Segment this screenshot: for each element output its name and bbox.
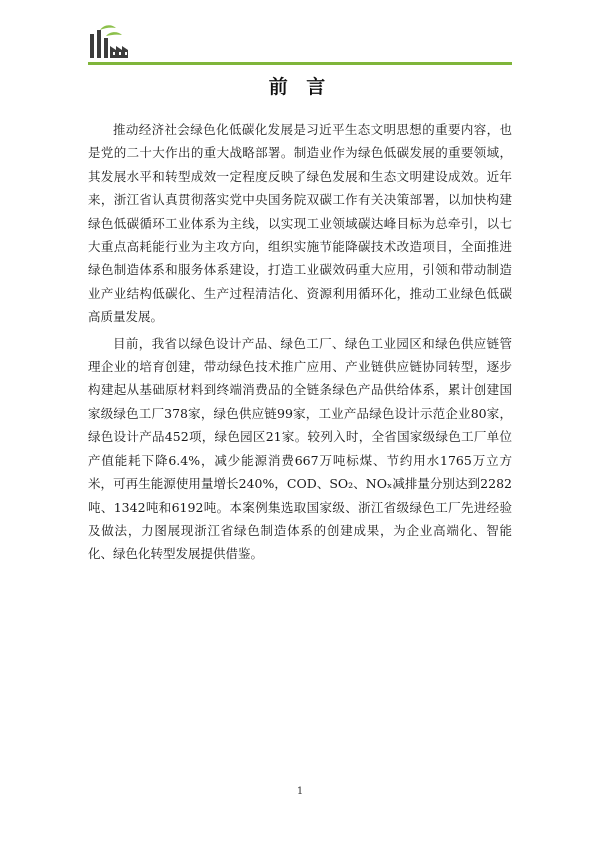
- body-text: [88, 118, 512, 569]
- page-header: [88, 24, 512, 66]
- paragraph-1: 推动经济社会绿色化低碳化发展是习近平生态文明思想的重要内容，也是党的二十大作出的重大战略部署。制造业作为绿色低碳发展的重要领域，其发展水平和转型成效一定程度反映了绿色发展和生态文明建设成效。近年来，浙江省认真贯彻落实党中央国务院双碳工作有关决策部署，以加快构建绿色低碳循环工业体系为主线，以实现工业领域碳达峰目标为总牵引，以七大重点高耗能行业为主攻方向，组织实施节能降碳技术改造项目，全面推进绿色制造体系和服务体系建设，打造工业碳效码重大应用，引领和带动制造业产业结构低碳化、生产过程清洁化、资源利用循环化，推动工业绿色低碳高质量发展。: [88, 122, 512, 325]
- green-factory-logo-icon: [88, 24, 134, 64]
- header-rule: [88, 62, 512, 65]
- page-number: 1: [296, 786, 304, 797]
- page-title: 前 言: [268, 76, 332, 98]
- paragraph-2: 目前，我省以绿色设计产品、绿色工厂、绿色工业园区和绿色供应链管理企业的培育创建，带动绿色技术推广应用、产业链供应链协同转型，逐步构建起从基础原材料到终端消费品的全链条绿色产品供给体系，累计创建国家级绿色工厂378家，绿色供应链99家，工业产品绿色设计示范企业80家，绿色设计产品452项，绿色园区21家。较列入时，全省国家级绿色工厂单位产值能耗下降6.4%，减少能源消费667万吨标煤、节约用水1765万立方米，可再生能源使用量增长240%，COD、SO₂、NOₓ减排量分别达到2282吨、1342吨和6192吨。本案例集选取国家级、浙江省级绿色工厂先进经验及做法，力图展现浙江省绿色制造体系的创建成果，为企业高端化、智能化、绿色化转型发展提供借鉴。: [88, 335, 512, 562]
